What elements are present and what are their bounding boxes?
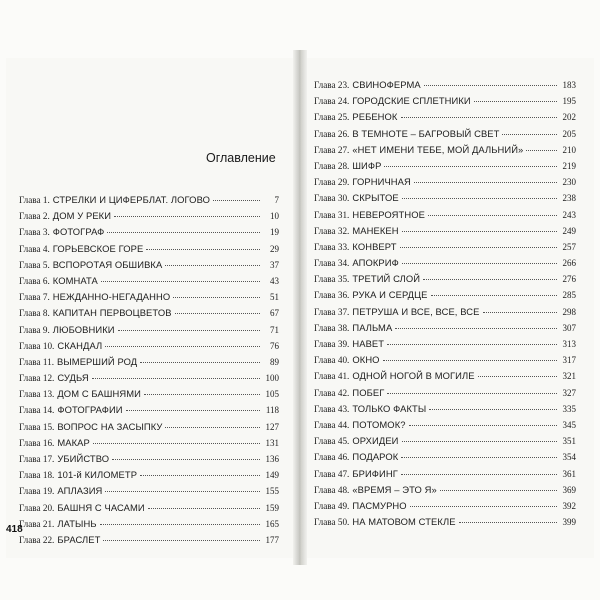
chapter-label: Глава 42.	[314, 387, 350, 398]
toc-entry	[314, 126, 576, 142]
chapter-label: Глава 9.	[19, 324, 50, 335]
chapter-label: Глава 2.	[19, 211, 50, 222]
dot-leader	[105, 491, 260, 492]
chapter-label: Глава 38.	[314, 322, 350, 333]
chapter-title: ПАСМУРНО	[352, 499, 407, 511]
chapter-page-number: 37	[270, 259, 279, 270]
chapter-title: В ТЕМНОТЕ – БАГРОВЫЙ СВЕТ	[352, 127, 500, 139]
chapter-label: Глава 33.	[314, 241, 350, 252]
toc-entry	[19, 467, 279, 483]
chapter-label: Глава 15.	[19, 421, 55, 432]
chapter-title: «НЕТ ИМЕНИ ТЕБЕ, МОЙ ДАЛЬНИЙ»	[352, 143, 524, 155]
chapter-title: БРАСЛЕТ	[57, 533, 101, 545]
dot-leader	[92, 378, 260, 379]
toc-entry	[19, 500, 279, 516]
chapter-label: Глава 22.	[19, 534, 55, 545]
chapter-page-number: 165	[265, 518, 279, 529]
chapter-page-number: 298	[562, 306, 576, 317]
dot-leader	[428, 215, 557, 216]
chapter-page-number: 361	[562, 468, 576, 479]
dot-leader	[402, 263, 557, 264]
chapter-page-number: 369	[562, 484, 576, 495]
dot-leader	[440, 490, 557, 491]
chapter-label: Глава 49.	[314, 500, 350, 511]
chapter-label: Глава 4.	[19, 243, 50, 254]
toc-entry	[19, 241, 279, 257]
chapter-page-number: 307	[562, 322, 576, 333]
chapter-page-number: 29	[270, 243, 279, 254]
chapter-page-number: 354	[562, 452, 576, 463]
toc-entry	[19, 435, 279, 451]
dot-leader	[387, 344, 557, 345]
toc-entry	[314, 190, 576, 206]
chapter-label: Глава 6.	[19, 275, 50, 286]
chapter-label: Глава 29.	[314, 177, 350, 188]
chapter-title: ФОТОГРАФ	[52, 226, 105, 238]
dot-leader	[107, 232, 260, 233]
dot-leader	[173, 297, 260, 298]
dot-leader	[409, 425, 557, 426]
dot-leader	[383, 360, 557, 361]
chapter-label: Глава 5.	[19, 259, 50, 270]
chapter-page-number: 19	[270, 227, 279, 238]
chapter-label: Глава 31.	[314, 209, 350, 220]
chapter-page-number: 351	[562, 436, 576, 447]
chapter-label: Глава 10.	[19, 340, 55, 351]
chapter-title: ГОРОДСКИЕ СПЛЕТНИКИ	[352, 95, 471, 107]
chapter-title: ДОМ У РЕКИ	[52, 210, 112, 222]
chapter-title: НЕЖДАННО-НЕГАДАННО	[52, 291, 171, 303]
chapter-label: Глава 3.	[19, 227, 50, 238]
toc-entry	[314, 255, 576, 271]
dot-leader	[387, 393, 557, 394]
dot-leader	[459, 522, 557, 523]
chapter-title: НЕВЕРОЯТНОЕ	[352, 208, 425, 220]
chapter-label: Глава 35.	[314, 274, 350, 285]
chapter-page-number: 76	[270, 340, 279, 351]
chapter-label: Глава 36.	[314, 290, 350, 301]
chapter-label: Глава 19.	[19, 486, 55, 497]
chapter-label: Глава 39.	[314, 339, 350, 349]
chapter-label: Глава 37.	[314, 306, 350, 317]
chapter-page-number: 327	[562, 387, 576, 398]
toc-entry	[314, 223, 576, 239]
chapter-title: КОНВЕРТ	[352, 240, 397, 252]
dot-leader	[140, 475, 260, 476]
dot-leader	[148, 508, 260, 509]
chapter-label: Глава 34.	[314, 258, 350, 269]
toc-entry	[314, 239, 576, 255]
chapter-title: АПОКРИФ	[352, 257, 399, 269]
chapter-page-number: 230	[562, 177, 576, 188]
chapter-title: ВОПРОС НА ЗАСЫПКУ	[57, 420, 163, 432]
chapter-title: НА МАТОВОМ СТЕКЛЕ	[352, 516, 456, 528]
chapter-page-number: 67	[270, 308, 279, 319]
chapter-title: МАКАР	[57, 436, 90, 448]
chapter-title: СТРЕЛКИ И ЦИФЕРБЛАТ. ЛОГОВО	[52, 194, 211, 205]
dot-leader	[478, 376, 557, 377]
chapter-page-number: 195	[562, 96, 576, 107]
toc-entry	[314, 174, 576, 190]
chapter-title: ПОБЕГ	[352, 386, 385, 398]
chapter-title: УБИЙСТВО	[57, 453, 110, 464]
chapter-page-number: 335	[562, 403, 576, 414]
chapter-title: КАПИТАН ПЕРВОЦВЕТОВ	[52, 307, 172, 319]
dot-leader	[384, 166, 557, 167]
chapter-page-number: 136	[265, 454, 279, 464]
chapter-title: ОКНО	[352, 354, 380, 366]
chapter-title: ПАЛЬМА	[352, 321, 393, 333]
chapter-title: ОРХИДЕИ	[352, 435, 399, 447]
dot-leader	[112, 459, 260, 460]
toc-entry	[314, 449, 576, 465]
chapter-label: Глава 16.	[19, 437, 55, 448]
dot-leader	[395, 328, 557, 329]
chapter-title: ГОРНИЧНАЯ	[352, 176, 411, 188]
chapter-title: ТРЕТИЙ СЛОЙ	[352, 273, 421, 285]
chapter-title: РЕБЕНОК	[352, 111, 398, 123]
chapter-page-number: 276	[562, 274, 576, 285]
chapter-label: Глава 7.	[19, 292, 50, 303]
chapter-title: СУДЬЯ	[57, 372, 89, 384]
dot-leader	[126, 410, 260, 411]
dot-leader	[118, 330, 260, 331]
dot-leader	[423, 279, 557, 280]
page-number: 418	[6, 524, 23, 535]
dot-leader	[101, 281, 260, 282]
dot-leader	[402, 231, 557, 232]
chapter-page-number: 257	[562, 241, 576, 252]
toc-entry	[19, 516, 279, 532]
chapter-page-number: 392	[562, 500, 576, 511]
dot-leader	[402, 441, 557, 442]
toc-entry	[314, 498, 576, 514]
chapter-label: Глава 50.	[314, 517, 350, 528]
dot-leader	[103, 540, 260, 541]
chapter-page-number: 210	[562, 144, 576, 155]
chapter-label: Глава 48.	[314, 484, 350, 495]
chapter-label: Глава 27.	[314, 144, 350, 155]
chapter-page-number: 399	[562, 517, 576, 528]
chapter-page-number: 149	[265, 470, 279, 481]
toc-entry	[314, 482, 576, 498]
chapter-title: БАШНЯ С ЧАСАМИ	[57, 501, 145, 513]
dot-leader	[474, 101, 557, 102]
chapter-label: Глава 46.	[314, 452, 350, 463]
dot-leader	[175, 313, 260, 314]
chapter-page-number: 321	[562, 371, 576, 382]
chapter-title: ФОТОГРАФИИ	[57, 404, 123, 416]
chapter-title: БРИФИНГ	[352, 467, 398, 479]
toc-entry	[314, 320, 576, 336]
chapter-label: Глава 12.	[19, 373, 55, 384]
chapter-label: Глава 47.	[314, 468, 350, 479]
chapter-label: Глава 13.	[19, 389, 55, 400]
chapter-title: ЛАТЫНЬ	[57, 517, 97, 529]
toc-entry	[314, 352, 576, 368]
chapter-title: ПОДАРОК	[352, 451, 399, 463]
chapter-title: «ВРЕМЯ – ЭТО Я»	[352, 483, 437, 495]
dot-leader	[431, 295, 557, 296]
toc-list-left	[19, 192, 279, 548]
chapter-label: Глава 14.	[19, 405, 55, 416]
book-gutter	[293, 50, 307, 565]
dot-leader	[424, 85, 557, 86]
chapter-label: Глава 44.	[314, 419, 350, 430]
chapter-title: ДОМ С БАШНЯМИ	[57, 388, 141, 400]
toc-entry	[314, 336, 576, 352]
chapter-page-number: 177	[265, 534, 279, 545]
toc-entry	[19, 224, 279, 240]
toc-entry	[19, 419, 279, 435]
toc-entry	[314, 368, 576, 384]
dot-leader	[410, 506, 557, 507]
chapter-label: Глава 17.	[19, 454, 55, 464]
toc-entry	[19, 305, 279, 321]
toc-list-right	[314, 77, 576, 530]
chapter-page-number: 43	[270, 275, 279, 286]
dot-leader	[414, 182, 557, 183]
chapter-title: ОДНОЙ НОГОЙ В МОГИЛЕ	[352, 370, 475, 382]
chapter-label: Глава 41.	[314, 371, 350, 382]
dot-leader	[526, 150, 557, 151]
chapter-title: МАНЕКЕН	[352, 224, 399, 236]
chapter-page-number: 249	[562, 225, 576, 236]
dot-leader	[144, 394, 260, 395]
chapter-page-number: 100	[265, 373, 279, 384]
toc-entry	[19, 273, 279, 289]
chapter-page-number: 238	[562, 193, 576, 204]
toc-entry	[314, 385, 576, 401]
toc-entry	[19, 322, 279, 338]
chapter-label: Глава 11.	[19, 356, 55, 367]
toc-heading: Оглавление	[206, 151, 276, 165]
chapter-label: Глава 30.	[314, 193, 350, 204]
toc-entry	[314, 207, 576, 223]
chapter-title: ЛЮБОВНИКИ	[52, 323, 115, 335]
dot-leader	[100, 524, 260, 525]
toc-entry	[314, 433, 576, 449]
chapter-label: Глава 43.	[314, 403, 350, 414]
chapter-label: Глава 24.	[314, 96, 350, 107]
dot-leader	[483, 312, 558, 313]
chapter-title: ТОЛЬКО ФАКТЫ	[352, 402, 427, 414]
chapter-page-number: 7	[274, 195, 279, 205]
chapter-label: Глава 23.	[314, 80, 350, 90]
chapter-title: СВИНОФЕРМА	[352, 79, 421, 90]
chapter-label: Глава 26.	[314, 128, 350, 139]
dot-leader	[213, 200, 260, 201]
chapter-page-number: 219	[562, 160, 576, 171]
toc-entry	[19, 483, 279, 499]
dot-leader	[140, 362, 260, 363]
chapter-page-number: 51	[270, 292, 279, 303]
chapter-page-number: 89	[270, 356, 279, 367]
chapter-page-number: 317	[562, 355, 576, 366]
toc-entry	[19, 354, 279, 370]
chapter-page-number: 205	[562, 128, 576, 139]
toc-entry	[314, 93, 576, 109]
chapter-label: Глава 20.	[19, 502, 55, 513]
toc-entry	[19, 338, 279, 354]
toc-entry	[314, 77, 576, 93]
toc-entry	[19, 386, 279, 402]
dot-leader	[400, 247, 557, 248]
chapter-label: Глава 25.	[314, 112, 350, 123]
chapter-page-number: 105	[265, 389, 279, 400]
chapter-page-number: 131	[265, 437, 279, 448]
chapter-page-number: 285	[562, 290, 576, 301]
dot-leader	[165, 265, 260, 266]
chapter-title: ВЫМЕРШИЙ РОД	[57, 355, 138, 367]
dot-leader	[402, 198, 557, 199]
toc-entry	[314, 514, 576, 530]
toc-entry	[314, 466, 576, 482]
dot-leader	[114, 216, 260, 217]
chapter-page-number: 159	[265, 502, 279, 513]
chapter-title: СКАНДАЛ	[57, 339, 103, 351]
toc-entry	[314, 417, 576, 433]
toc-entry	[314, 271, 576, 287]
dot-leader	[105, 346, 260, 347]
chapter-title: 101-й КИЛОМЕТР	[57, 469, 138, 481]
chapter-page-number: 127	[265, 421, 279, 432]
toc-entry	[314, 287, 576, 303]
dot-leader	[93, 443, 260, 444]
chapter-page-number: 155	[265, 486, 279, 497]
toc-entry	[19, 370, 279, 386]
chapter-title: СКРЫТОЕ	[352, 192, 399, 204]
chapter-title: КОМНАТА	[52, 274, 98, 286]
toc-entry	[314, 304, 576, 320]
toc-entry	[314, 401, 576, 417]
chapter-page-number: 118	[265, 405, 279, 416]
chapter-title: РУКА И СЕРДЦЕ	[352, 289, 428, 301]
toc-entry	[19, 208, 279, 224]
chapter-label: Глава 28.	[314, 160, 350, 171]
chapter-title: НАВЕТ	[352, 338, 385, 349]
dot-leader	[429, 409, 557, 410]
chapter-title: ШИФР	[352, 159, 382, 171]
chapter-page-number: 183	[562, 80, 576, 90]
dot-leader	[502, 134, 557, 135]
chapter-page-number: 313	[562, 339, 576, 349]
dot-leader	[401, 457, 557, 458]
dot-leader	[146, 249, 260, 250]
toc-entry	[314, 142, 576, 158]
toc-entry	[314, 109, 576, 125]
chapter-label: Глава 45.	[314, 436, 350, 447]
chapter-label: Глава 32.	[314, 225, 350, 236]
chapter-title: ПЕТРУША И ВСЕ, ВСЕ, ВСЕ	[352, 305, 480, 317]
toc-entry	[19, 257, 279, 273]
chapter-page-number: 71	[270, 324, 279, 335]
toc-entry	[19, 289, 279, 305]
chapter-label: Глава 8.	[19, 308, 50, 319]
dot-leader	[401, 474, 557, 475]
chapter-title: ВСПОРОТАЯ ОБШИВКА	[52, 258, 163, 270]
chapter-page-number: 243	[562, 209, 576, 220]
chapter-page-number: 345	[562, 419, 576, 430]
chapter-title: ПОТОМОК?	[352, 418, 406, 430]
dot-leader	[165, 427, 260, 428]
chapter-title: АПЛАЗИЯ	[57, 485, 103, 497]
chapter-label: Глава 40.	[314, 355, 350, 366]
chapter-label: Глава 18.	[19, 470, 55, 481]
toc-entry	[314, 158, 576, 174]
chapter-page-number: 202	[562, 112, 576, 123]
toc-entry	[19, 451, 279, 467]
chapter-page-number: 10	[270, 211, 279, 222]
toc-entry	[19, 402, 279, 418]
chapter-label: Глава 21.	[19, 518, 55, 529]
chapter-title: ГОРЬЕВСКОЕ ГОРЕ	[52, 242, 144, 254]
chapter-page-number: 266	[562, 258, 576, 269]
chapter-label: Глава 1.	[19, 195, 50, 205]
dot-leader	[401, 117, 558, 118]
toc-entry	[19, 532, 279, 548]
toc-entry	[19, 192, 279, 208]
